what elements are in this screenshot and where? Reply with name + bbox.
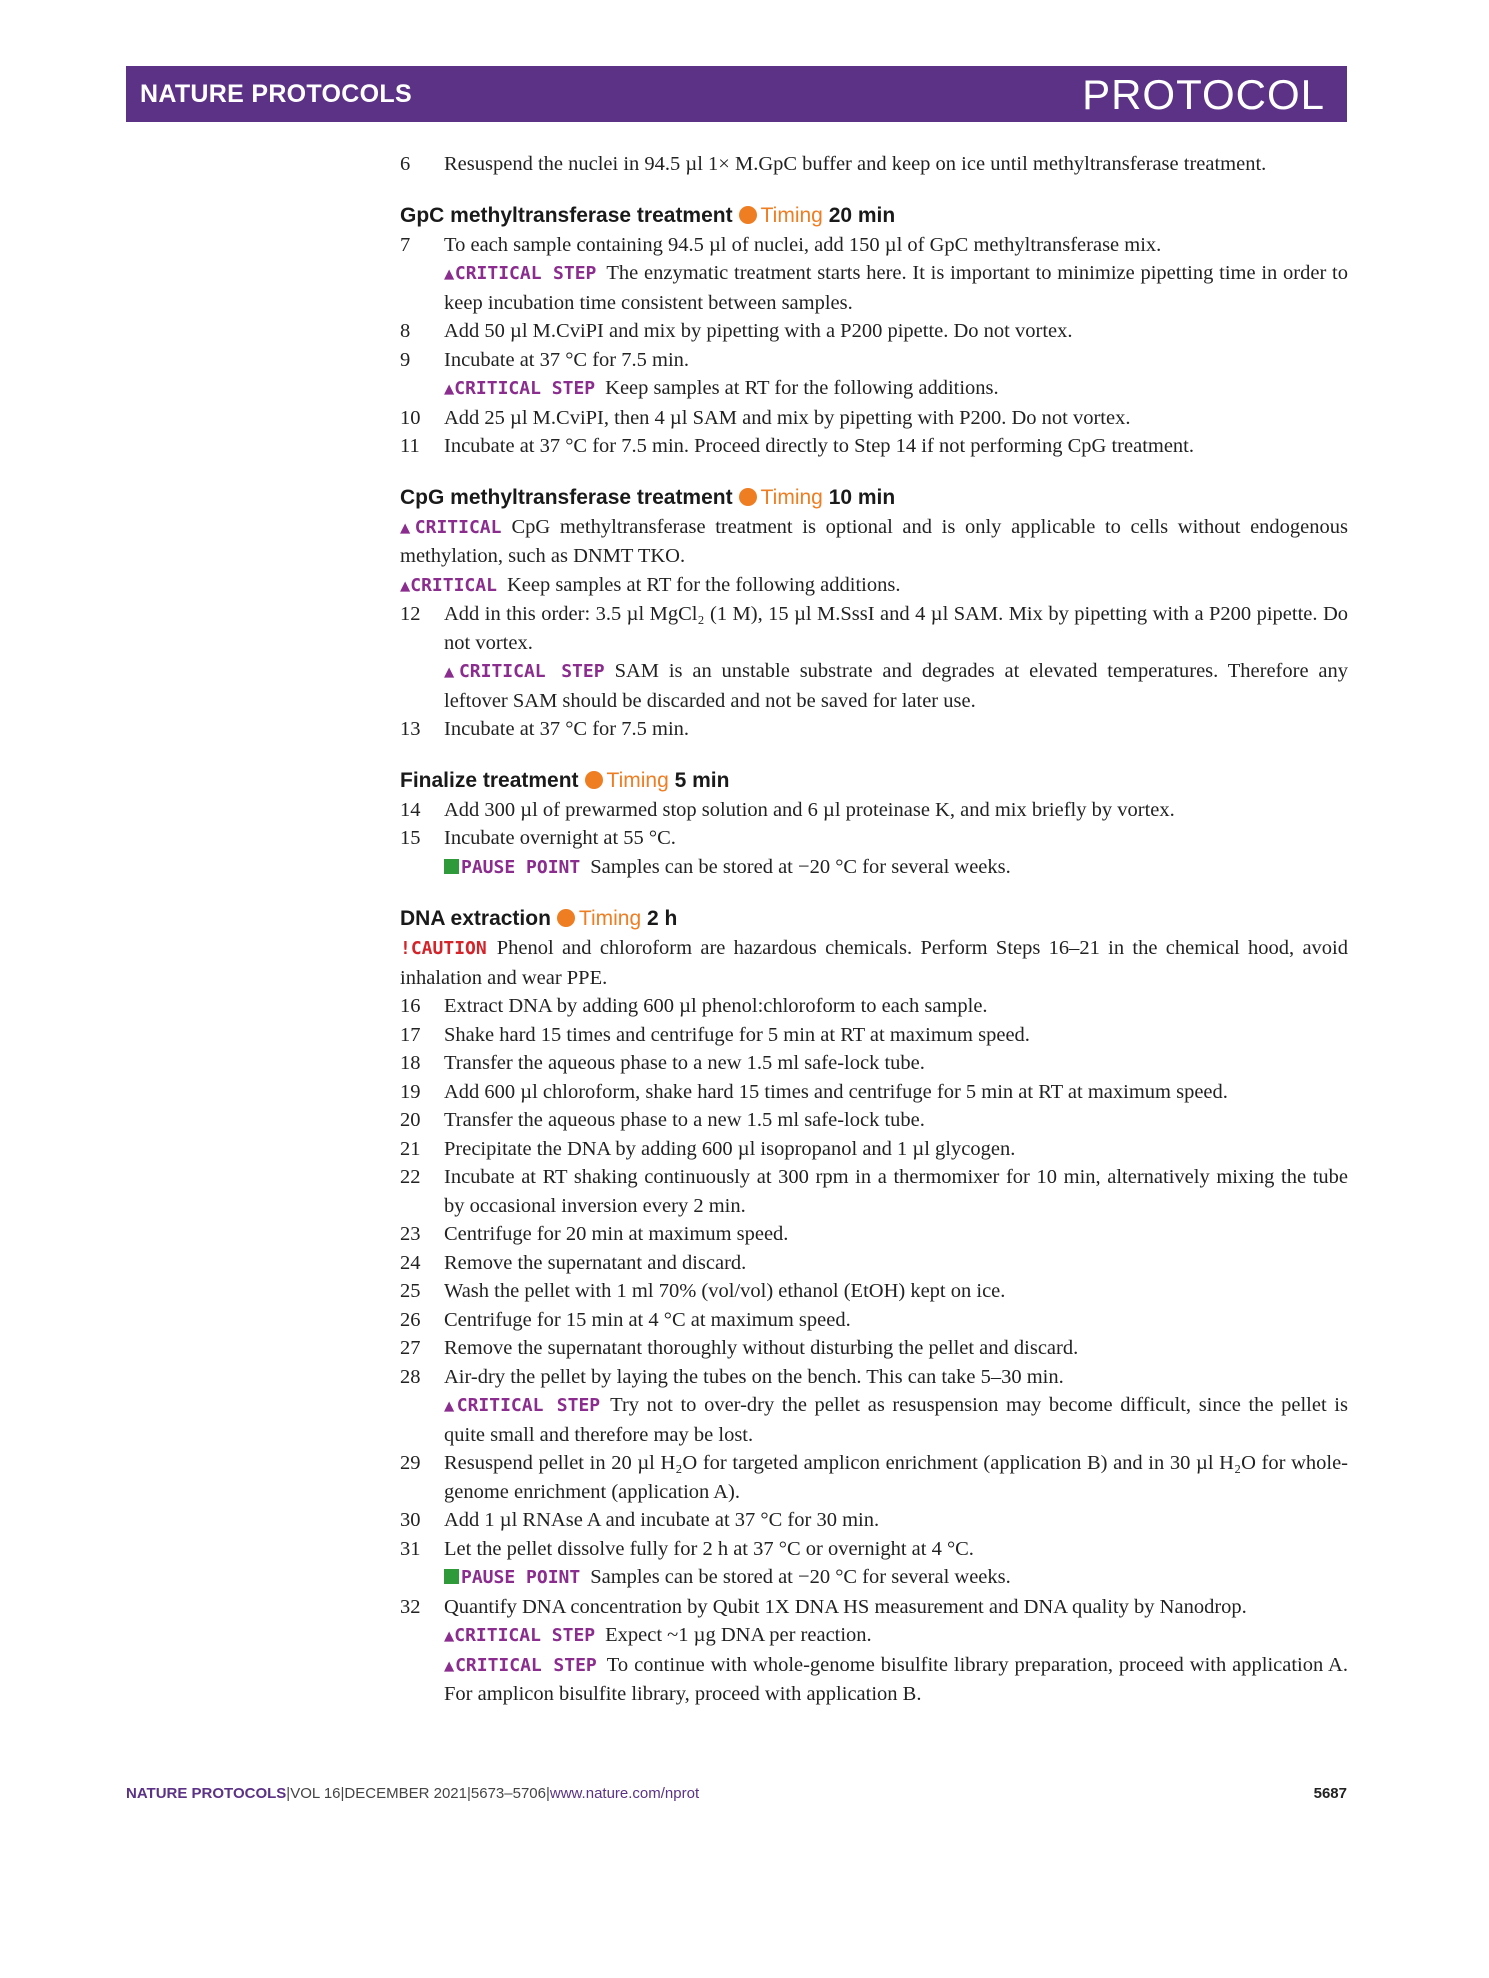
step-text: Incubate at 37 °C for 7.5 min. [444, 348, 690, 371]
critical-label [444, 1625, 595, 1646]
step-number: 13 [400, 718, 421, 740]
critical-text: Try not to over-dry the pellet as resuspension may become difficult, since the pellet is quite small and therefore may be lost. [444, 1394, 1348, 1446]
critical-label [444, 263, 596, 284]
step-text: To each sample containing 94.5 µl of nuclei, add 150 µl of GpC methyltransferase mix. [444, 233, 1162, 256]
critical-label-text: CRITICAL [410, 574, 497, 596]
protocol-step [400, 150, 1348, 179]
protocol-step [400, 992, 1348, 1021]
step-text: Add 600 µl chloroform, shake hard 15 times and centrifuge for 5 min at RT at maximum speed. [444, 1080, 1228, 1103]
triangle-icon: ▲ [444, 662, 459, 682]
protocol-step [400, 1506, 1348, 1535]
footer-separator: | [545, 1785, 550, 1802]
pause-text: Samples can be stored at −20 °C for several weeks. [590, 1566, 1011, 1588]
timing-value: 10 min [828, 485, 896, 509]
protocol-step [400, 1535, 1348, 1564]
critical-text: Expect ~1 µg DNA per reaction. [605, 1624, 872, 1646]
protocol-step [400, 1049, 1348, 1078]
step-number: 16 [400, 995, 421, 1017]
square-icon [444, 859, 459, 874]
section-title: DNA extraction [400, 907, 551, 930]
critical-label [444, 1395, 600, 1416]
critical-label-text: CRITICAL STEP [454, 378, 596, 399]
step-number: 23 [400, 1223, 421, 1245]
footer-journal: NATURE PROTOCOLS [126, 1785, 287, 1802]
caution-label-text: CAUTION [410, 938, 487, 959]
step-text: Let the pellet dissolve fully for 2 h at 37 °C or overnight at 4 °C. [444, 1537, 974, 1560]
footer-pages: 5673–5706 [470, 1785, 546, 1802]
critical-label-text: CRITICAL STEP [456, 1395, 601, 1416]
journal-name: NATURE PROTOCOLS [140, 80, 412, 108]
step-number: 31 [400, 1537, 421, 1560]
pause-label [444, 1567, 580, 1588]
critical-label-text: CRITICAL [414, 516, 502, 538]
step-text: Add in this order: 3.5 µl MgCl₂ (1 M), 15 µl M.SssI and 4 µl SAM. Mix by pipetting with a P200 pipette. Do not vortex. [444, 603, 1348, 654]
step-text: Remove the supernatant thoroughly without disturbing the pellet and discard. [444, 1337, 1079, 1359]
step-number: 6 [400, 153, 411, 175]
step-text: Incubate at 37 °C for 7.5 min. Proceed directly to Step 14 if not performing CpG treatment. [444, 435, 1195, 457]
footer-separator: | [340, 1785, 345, 1802]
section-heading [400, 201, 1348, 231]
bullet-icon [739, 206, 757, 224]
footer-separator: | [466, 1785, 471, 1802]
square-icon [444, 1569, 459, 1584]
critical-note [400, 657, 1348, 715]
step-number: 14 [400, 798, 421, 821]
critical-label [400, 575, 497, 596]
protocol-step [400, 404, 1348, 433]
protocol-step [400, 1078, 1348, 1107]
timing-value: 2 h [647, 907, 678, 930]
footer-date: DECEMBER 2021 [344, 1785, 467, 1802]
pause-label-text: PAUSE POINT [461, 1567, 581, 1588]
step-text: Precipitate the DNA by adding 600 µl isopropanol and 1 µl glycogen. [444, 1137, 1016, 1160]
triangle-icon: ▲ [400, 517, 415, 538]
protocol-content [400, 150, 1348, 1709]
step-number: 11 [400, 435, 420, 457]
critical-note [400, 1621, 1348, 1651]
protocol-step [400, 1306, 1348, 1335]
step-text: Transfer the aqueous phase to a new 1.5 ml safe-lock tube. [444, 1052, 925, 1074]
step-number: 27 [400, 1337, 421, 1359]
triangle-icon: ▲ [400, 575, 411, 596]
step-text: Resuspend pellet in 20 µl H₂O for targeted amplicon enrichment (application B) and in 30 µl H₂O for whole-genome enrichment (application A). [444, 1452, 1348, 1503]
protocol-step [400, 824, 1348, 853]
step-text: Air-dry the pellet by laying the tubes on the bench. This can take 5–30 min. [444, 1365, 1064, 1388]
critical-note [400, 571, 1348, 601]
critical-text: Keep samples at RT for the following additions. [605, 377, 999, 399]
step-number: 9 [400, 348, 411, 371]
timing-label: Timing [760, 485, 823, 509]
triangle-icon: ▲ [444, 379, 455, 399]
critical-label-text: CRITICAL STEP [454, 1625, 596, 1646]
step-text: Incubate overnight at 55 °C. [444, 827, 676, 849]
pause-note [400, 853, 1348, 883]
pause-label [444, 857, 580, 878]
step-number: 20 [400, 1109, 421, 1131]
step-number: 30 [400, 1509, 421, 1531]
step-number: 18 [400, 1052, 421, 1074]
timing-value: 5 min [674, 768, 730, 792]
bullet-icon [739, 488, 757, 506]
step-number: 8 [400, 320, 411, 342]
timing-label: Timing [760, 203, 823, 227]
step-text: Incubate at 37 °C for 7.5 min. [444, 718, 690, 740]
footer-url-link[interactable]: www.nature.com/nprot [549, 1785, 700, 1802]
triangle-icon: ▲ [444, 264, 455, 284]
section-title: CpG methyltransferase treatment [400, 485, 733, 509]
protocol-step [400, 1021, 1348, 1050]
step-number: 17 [400, 1023, 421, 1046]
protocol-step [400, 1593, 1348, 1622]
step-number: 26 [400, 1308, 421, 1331]
step-text: Remove the supernatant and discard. [444, 1251, 747, 1274]
step-number: 10 [400, 406, 421, 429]
step-text: Incubate at RT shaking continuously at 300 rpm in a thermomixer for 10 min, alternatively mixing the tube by occasional inversion every 2 min. [444, 1166, 1348, 1217]
triangle-icon: ▲ [444, 1396, 457, 1416]
critical-text: CpG methyltransferase treatment is optional and is only applicable to cells without endogenous methylation, such as DNMT TKO. [400, 515, 1348, 567]
step-text: Add 50 µl M.CviPI and mix by pipetting with a P200 pipette. Do not vortex. [444, 320, 1073, 342]
triangle-icon: ▲ [444, 1626, 455, 1646]
header-bar [126, 66, 1347, 122]
critical-label-text: CRITICAL STEP [458, 661, 605, 682]
step-number: 25 [400, 1280, 421, 1302]
critical-note [400, 513, 1348, 571]
protocol-step [400, 231, 1348, 260]
critical-note [400, 1651, 1348, 1709]
step-number: 12 [400, 603, 421, 625]
step-text: Quantify DNA concentration by Qubit 1X DNA HS measurement and DNA quality by Nanodrop. [444, 1595, 1247, 1618]
step-number: 7 [400, 233, 411, 256]
critical-note [400, 259, 1348, 317]
critical-text: To continue with whole-genome bisulfite library preparation, proceed with application A. For amplicon bisulfite library, proceed with application B. [444, 1653, 1348, 1705]
timing-label: Timing [606, 768, 669, 792]
protocol-step [400, 432, 1348, 461]
section-heading [400, 483, 1348, 513]
protocol-step [400, 1163, 1348, 1220]
caution-note [400, 934, 1348, 992]
step-number: 21 [400, 1137, 421, 1160]
critical-label-text: CRITICAL STEP [454, 263, 597, 284]
protocol-step [400, 1220, 1348, 1249]
step-number: 32 [400, 1595, 421, 1618]
step-number: 24 [400, 1251, 421, 1274]
footer-volume: VOL 16 [290, 1785, 341, 1802]
caution-text: Phenol and chloroform are hazardous chemicals. Perform Steps 16–21 in the chemical hood, avoid inhalation and wear PPE. [400, 937, 1348, 989]
step-number: 29 [400, 1452, 421, 1474]
bullet-icon [585, 771, 603, 789]
pause-label-text: PAUSE POINT [461, 856, 581, 878]
critical-label [444, 661, 605, 682]
critical-text: Keep samples at RT for the following additions. [506, 573, 901, 596]
critical-label [444, 1655, 597, 1676]
step-text: Add 1 µl RNAse A and incubate at 37 °C for 30 min. [444, 1509, 880, 1531]
exclamation-icon: ! [400, 938, 411, 959]
protocol-step [400, 317, 1348, 346]
pause-text: Samples can be stored at −20 °C for several weeks. [590, 855, 1011, 878]
step-text: Resuspend the nuclei in 94.5 µl 1× M.GpC buffer and keep on ice until methyltransferase treatment. [444, 153, 1267, 175]
protocol-step [400, 1249, 1348, 1278]
protocol-step [400, 1363, 1348, 1392]
critical-note [400, 374, 1348, 404]
protocol-step [400, 1449, 1348, 1506]
footer-separator: | [286, 1785, 291, 1802]
step-number: 28 [400, 1365, 421, 1388]
step-number: 15 [400, 827, 421, 849]
protocol-step [400, 796, 1348, 825]
timing-value: 20 min [828, 203, 896, 227]
step-text: Centrifuge for 15 min at 4 °C at maximum speed. [444, 1308, 851, 1331]
section-heading [400, 766, 1348, 796]
page-number: 5687 [1313, 1785, 1347, 1802]
critical-note [400, 1391, 1348, 1449]
step-text: Add 25 µl M.CviPI, then 4 µl SAM and mix by pipetting with P200. Do not vortex. [444, 406, 1131, 429]
protocol-step [400, 1277, 1348, 1306]
critical-text: SAM is an unstable substrate and degrades at elevated temperatures. Therefore any leftover SAM should be discarded and not be saved for later use. [444, 660, 1348, 712]
critical-text: The enzymatic treatment starts here. It is important to minimize pipetting time in order to keep incubation time consistent between samples. [444, 262, 1348, 314]
protocol-step [400, 715, 1348, 744]
triangle-icon: ▲ [444, 1655, 456, 1676]
bullet-icon [557, 909, 575, 927]
step-number: 19 [400, 1080, 421, 1103]
step-text: Transfer the aqueous phase to a new 1.5 ml safe-lock tube. [444, 1109, 925, 1131]
section-heading [400, 904, 1348, 934]
step-text: Centrifuge for 20 min at maximum speed. [444, 1223, 789, 1245]
section-title: GpC methyltransferase treatment [400, 203, 733, 227]
protocol-step [400, 600, 1348, 657]
critical-label-text: CRITICAL STEP [455, 1654, 597, 1676]
step-text: Add 300 µl of prewarmed stop solution and 6 µl proteinase K, and mix briefly by vortex. [444, 798, 1175, 821]
protocol-step [400, 1334, 1348, 1363]
critical-label [444, 378, 595, 399]
step-text: Wash the pellet with 1 ml 70% (vol/vol) ethanol (EtOH) kept on ice. [444, 1280, 1006, 1302]
protocol-step [400, 1106, 1348, 1135]
step-text: Extract DNA by adding 600 µl phenol:chloroform to each sample. [444, 995, 988, 1017]
step-number: 22 [400, 1166, 421, 1188]
critical-label [400, 517, 501, 538]
timing-label: Timing [578, 907, 642, 930]
step-text: Shake hard 15 times and centrifuge for 5 min at RT at maximum speed. [444, 1023, 1030, 1046]
protocol-step [400, 346, 1348, 375]
pause-note [400, 1563, 1348, 1593]
footer [126, 1785, 1347, 1802]
protocol-step [400, 1135, 1348, 1164]
article-type: PROTOCOL [1082, 71, 1325, 118]
caution-label [400, 938, 487, 959]
section-title: Finalize treatment [400, 768, 579, 792]
